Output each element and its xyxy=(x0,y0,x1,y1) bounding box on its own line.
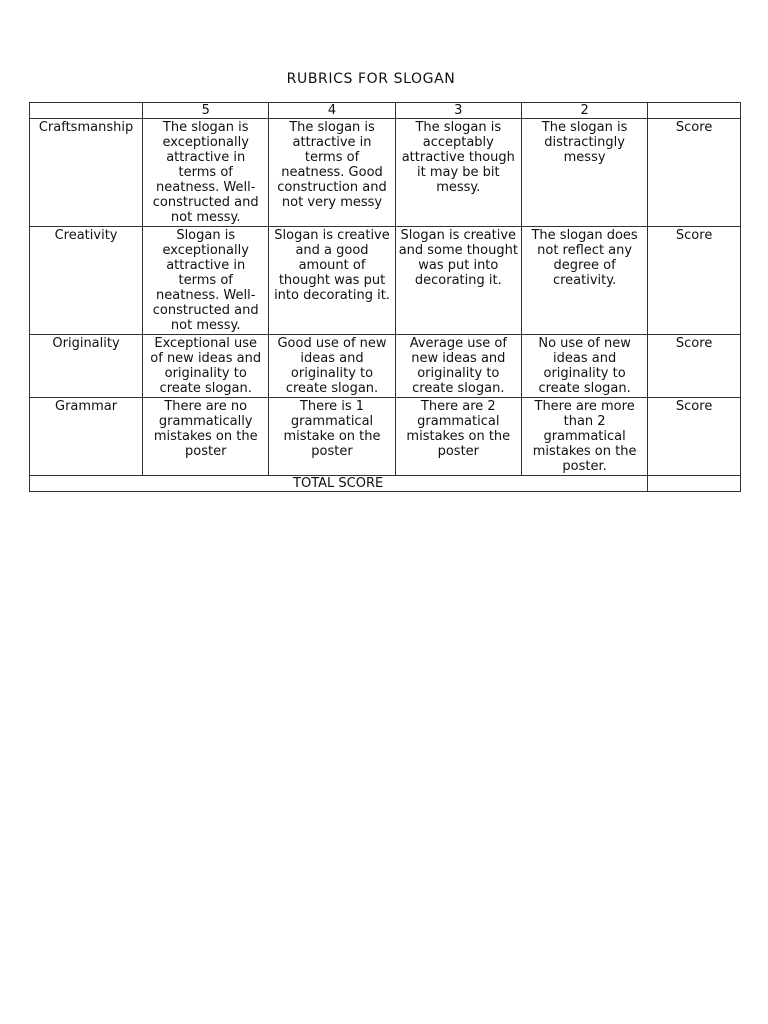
total-score-value xyxy=(648,476,741,492)
score-cell: Score xyxy=(648,227,741,335)
table-row-grammar xyxy=(30,398,741,476)
total-row xyxy=(30,476,741,492)
criterion-cell: Creativity xyxy=(30,227,143,335)
level-3-cell: Slogan is creative and some thought was put into decorating it. xyxy=(395,227,521,335)
level-2-cell: The slogan does not reflect any degree of creativity. xyxy=(521,227,647,335)
level-4-cell: The slogan is attractive in terms of neatness. Good construction and not very messy xyxy=(269,119,395,227)
level-5-cell: There are no grammatically mistakes on the poster xyxy=(143,398,269,476)
criterion-cell: Craftsmanship xyxy=(30,119,143,227)
criterion-cell: Originality xyxy=(30,335,143,398)
header-level-3: 3 xyxy=(395,103,521,119)
table-row-craftsmanship xyxy=(30,119,741,227)
score-cell: Score xyxy=(648,119,741,227)
level-2-cell: There are more than 2 grammatical mistakes on the poster. xyxy=(521,398,647,476)
level-4-cell: Slogan is creative and a good amount of thought was put into decorating it. xyxy=(269,227,395,335)
level-4-cell: There is 1 grammatical mistake on the poster xyxy=(269,398,395,476)
score-cell: Score xyxy=(648,335,741,398)
header-criteria-cell xyxy=(30,103,143,119)
header-level-4: 4 xyxy=(269,103,395,119)
level-5-cell: Slogan is exceptionally attractive in terms of neatness. Well-constructed and not messy. xyxy=(143,227,269,335)
level-3-cell: The slogan is acceptably attractive though it may be bit messy. xyxy=(395,119,521,227)
level-4-cell: Good use of new ideas and originality to create slogan. xyxy=(269,335,395,398)
level-5-cell: The slogan is exceptionally attractive in terms of neatness. Well-constructed and not messy. xyxy=(143,119,269,227)
level-5-cell: Exceptional use of new ideas and originality to create slogan. xyxy=(143,335,269,398)
level-2-cell: No use of new ideas and originality to create slogan. xyxy=(521,335,647,398)
table-row-creativity xyxy=(30,227,741,335)
header-score-cell xyxy=(648,103,741,119)
score-cell: Score xyxy=(648,398,741,476)
header-row xyxy=(30,103,741,119)
header-level-5: 5 xyxy=(143,103,269,119)
table-row-originality xyxy=(30,335,741,398)
level-2-cell: The slogan is distractingly messy xyxy=(521,119,647,227)
criterion-cell: Grammar xyxy=(30,398,143,476)
page-title: RUBRICS FOR SLOGAN xyxy=(286,71,456,87)
level-3-cell: Average use of new ideas and originality to create slogan. xyxy=(395,335,521,398)
rubric-table xyxy=(29,102,741,492)
header-level-2: 2 xyxy=(521,103,647,119)
total-score-label: TOTAL SCORE xyxy=(30,476,648,492)
level-3-cell: There are 2 grammatical mistakes on the poster xyxy=(395,398,521,476)
